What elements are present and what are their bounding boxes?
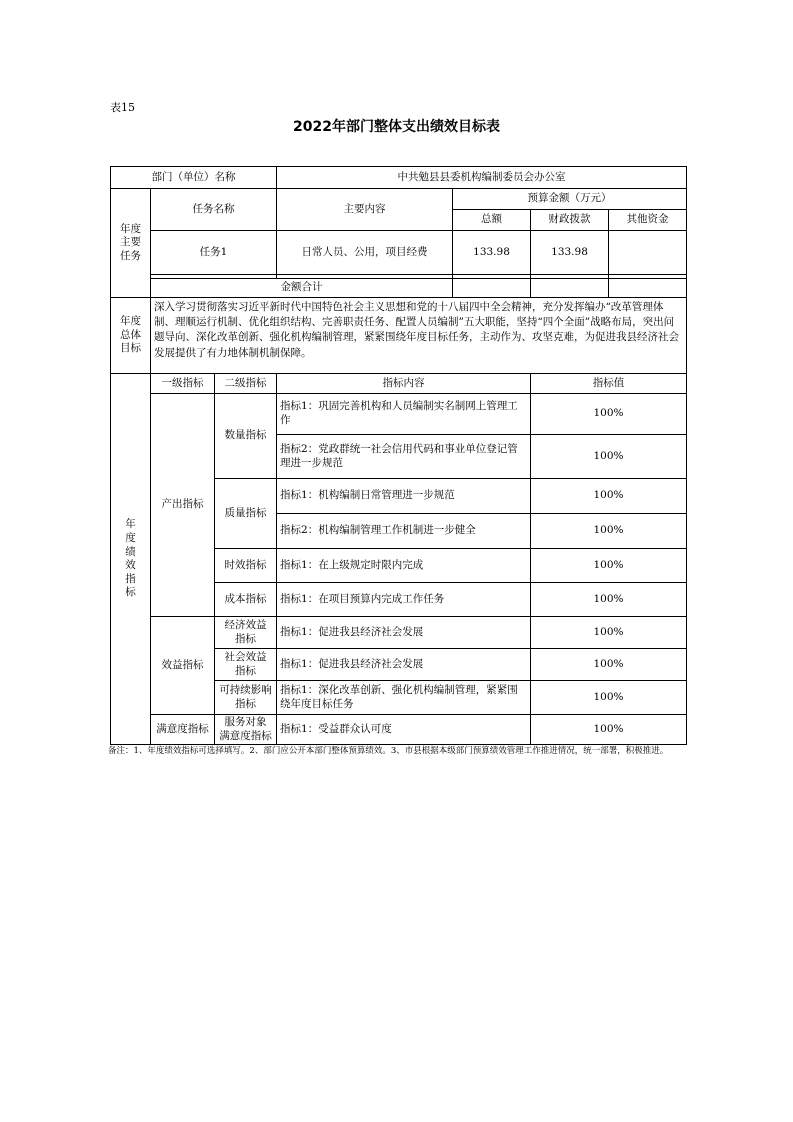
level1-output: 产出指标: [151, 394, 215, 617]
col-total: 总额: [453, 210, 531, 231]
indicator-value: 100%: [531, 479, 687, 514]
indicator-content: 指标2：机构编制管理工作机制进一步健全: [277, 514, 531, 549]
page-title: 2022年部门整体支出绩效目标表: [293, 119, 500, 135]
indicator-value: 100%: [531, 649, 687, 681]
level2-quality: 质量指标: [215, 479, 277, 549]
indicator-content: 指标1：巩固完善机构和人员编制实名制网上管理工作: [277, 394, 531, 435]
task-name: 任务1: [151, 231, 277, 275]
task-total: 133.98: [453, 231, 531, 275]
perf-header-row: [111, 374, 687, 394]
task-content: 日常人员、公用，项目经费: [277, 231, 453, 275]
sum-label: 金额合计: [151, 279, 453, 298]
col-task-name: 任务名称: [151, 189, 277, 231]
indicator-content: 指标1：机构编制日常管理进一步规范: [277, 479, 531, 514]
tasks-section-label: 年度 主要 任务: [111, 189, 151, 298]
indicator-value: 100%: [531, 681, 687, 715]
level1-benefit: 效益指标: [151, 617, 215, 715]
indicator-value: 100%: [531, 435, 687, 479]
perf-section-label: 年 度 绩 效 指 标: [111, 374, 151, 745]
col-main-content: 主要内容: [277, 189, 453, 231]
dept-value: 中共勉县县委机构编制委员会办公室: [277, 167, 687, 189]
indicator-content: 指标1：促进我县经济社会发展: [277, 649, 531, 681]
goal-row: [111, 298, 687, 374]
dept-row: [111, 167, 687, 189]
task-row: [111, 231, 687, 275]
dept-label: 部门（单位）名称: [111, 167, 277, 189]
table-number: 表15: [110, 101, 135, 114]
col-budget: 预算金额（万元）: [453, 189, 687, 210]
level2-economic: 经济效益 指标: [215, 617, 277, 649]
col-level2: 二级指标: [215, 374, 277, 394]
indicator-value: 100%: [531, 549, 687, 583]
footnote: 备注：1、年度绩效指标可选择填写。2、部门应公开本部门整体预算绩效。3、市县根据本级部门预算绩效管理工作推进情况，统一部署，积极推进。: [108, 746, 669, 756]
level2-quantity: 数量指标: [215, 394, 277, 479]
indicator-value: 100%: [531, 394, 687, 435]
indicator-content: 指标1：在项目预算内完成工作任务: [277, 583, 531, 617]
task-other: [609, 231, 687, 275]
level2-timeliness: 时效指标: [215, 549, 277, 583]
table-row: [111, 394, 687, 435]
indicator-value: 100%: [531, 583, 687, 617]
indicator-content: 指标1：深化改革创新、强化机构编制管理，紧紧围绕年度目标任务: [277, 681, 531, 715]
level2-social: 社会效益 指标: [215, 649, 277, 681]
performance-target-table: [110, 166, 687, 745]
indicator-value: 100%: [531, 617, 687, 649]
table-row: [111, 617, 687, 649]
col-indicator-value: 指标值: [531, 374, 687, 394]
col-other: 其他资金: [609, 210, 687, 231]
level2-cost: 成本指标: [215, 583, 277, 617]
goal-text: 深入学习贯彻落实习近平新时代中国特色社会主义思想和党的十八届四中全会精神，充分发挥编办“改革管理体制、理顺运行机制、优化组织结构、完善职责任务、配置人员编制”五大职能，坚持“四个全面”战略布局，突出问题导向、深化改革创新、强化机构编制管理，紧紧围绕年度目标任务，主动作为、攻坚克难，为促进我县经济社会发展提供了有力地体制机制保障。: [151, 298, 687, 374]
table-row: [111, 715, 687, 745]
tasks-header-row: [111, 189, 687, 210]
indicator-content: 指标2：党政群统一社会信用代码和事业单位登记管理进一步规范: [277, 435, 531, 479]
level1-satisfaction: 满意度指标: [151, 715, 215, 745]
task-fiscal: 133.98: [531, 231, 609, 275]
sum-row: [111, 279, 687, 298]
indicator-content: 指标1：受益群众认可度: [277, 715, 531, 745]
indicator-value: 100%: [531, 514, 687, 549]
goal-label: 年度 总体 目标: [111, 298, 151, 374]
col-level1: 一级指标: [151, 374, 215, 394]
indicator-content: 指标1：促进我县经济社会发展: [277, 617, 531, 649]
indicator-content: 指标1：在上级规定时限内完成: [277, 549, 531, 583]
col-fiscal: 财政拨款: [531, 210, 609, 231]
indicator-value: 100%: [531, 715, 687, 745]
level2-service-satisfaction: 服务对象 满意度指标: [215, 715, 277, 745]
level2-sustainable: 可持续影响 指标: [215, 681, 277, 715]
col-indicator-content: 指标内容: [277, 374, 531, 394]
